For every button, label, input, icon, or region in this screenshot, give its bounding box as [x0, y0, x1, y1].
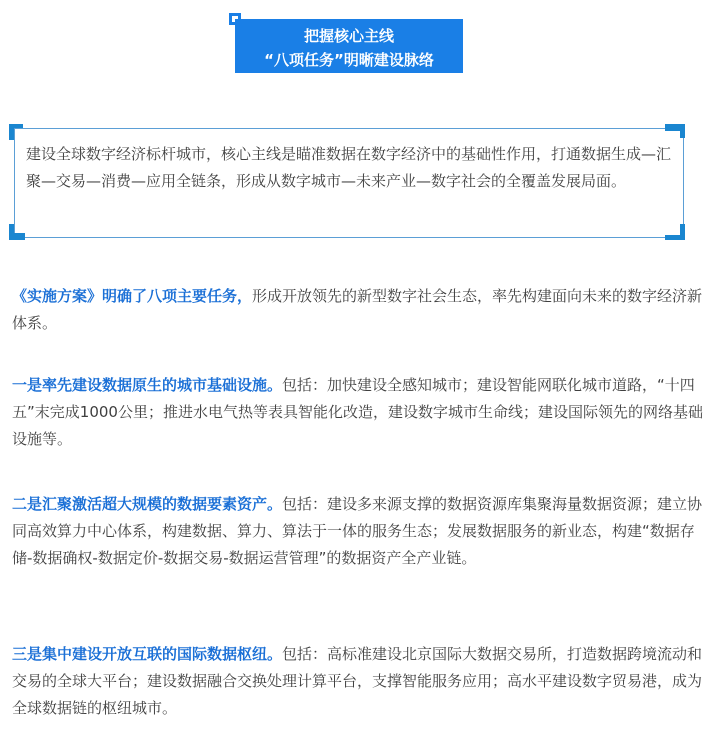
paragraph-highlight: 三是集中建设开放互联的国际数据枢纽。: [12, 645, 283, 663]
section-title-badge: [229, 13, 463, 73]
paragraph-task-2: [12, 491, 712, 572]
section-title-line-1: 把握核心主线: [303, 27, 394, 45]
paragraph-task-1: [12, 372, 712, 453]
section-title: [235, 19, 463, 73]
paragraph-overview: [12, 283, 712, 337]
paragraph-highlight: 一是率先建设数据原生的城市基础设施。: [12, 376, 283, 394]
paragraph-highlight: 《实施方案》明确了八项主要任务，: [12, 287, 253, 305]
intro-text: 建设全球数字经济标杆城市，核心主线是瞄准数据在数字经济中的基础性作用，打通数据生成—汇聚—交易—消费—应用全链条，形成从数字城市—未来产业—数字社会的全覆盖发展局面。: [26, 145, 672, 190]
frame-corner-top-right-bar: [680, 124, 685, 138]
paragraph-highlight: 二是汇聚激活超大规模的数据要素资产。: [12, 495, 283, 513]
paragraph-body: 包括：高标准建设北京国际大数据交易所，打造数据跨境流动和交易的全球大平台；建设数据融合交换处理计算平台，支撑智能服务应用；高水平建设数字贸易港，成为全球数据链的枢纽城市。: [12, 645, 703, 717]
frame-corner-bottom-right-bar: [665, 235, 685, 240]
frame-corner-top-left-bar: [9, 124, 23, 128]
paragraph-body: 包括：加快建设全感知城市；建设智能网联化城市道路，“十四五”末完成1000公里；推进水电气热等表具智能化改造，建设数字城市生命线；建设国际领先的网络基础设施等。: [12, 376, 703, 448]
frame-corner-bottom-left-bar: [9, 233, 25, 240]
paragraph-body: 形成开放领先的新型数字社会生态，率先构建面向未来的数字经济新体系。: [12, 287, 703, 332]
section-title-line-2: “八项任务”明晰建设脉络: [264, 51, 434, 69]
paragraph-task-3: [12, 641, 712, 722]
paragraph-body: 包括：建设多来源支撑的数据资源库集聚海量数据资源；建立协同高效算力中心体系，构建数据、算力、算法于一体的服务生态；发展数据服务的新业态，构建“数据存储-数据确权-数据定价-数据交易-数据运营管理”的数据资产全产业链。: [12, 495, 703, 567]
